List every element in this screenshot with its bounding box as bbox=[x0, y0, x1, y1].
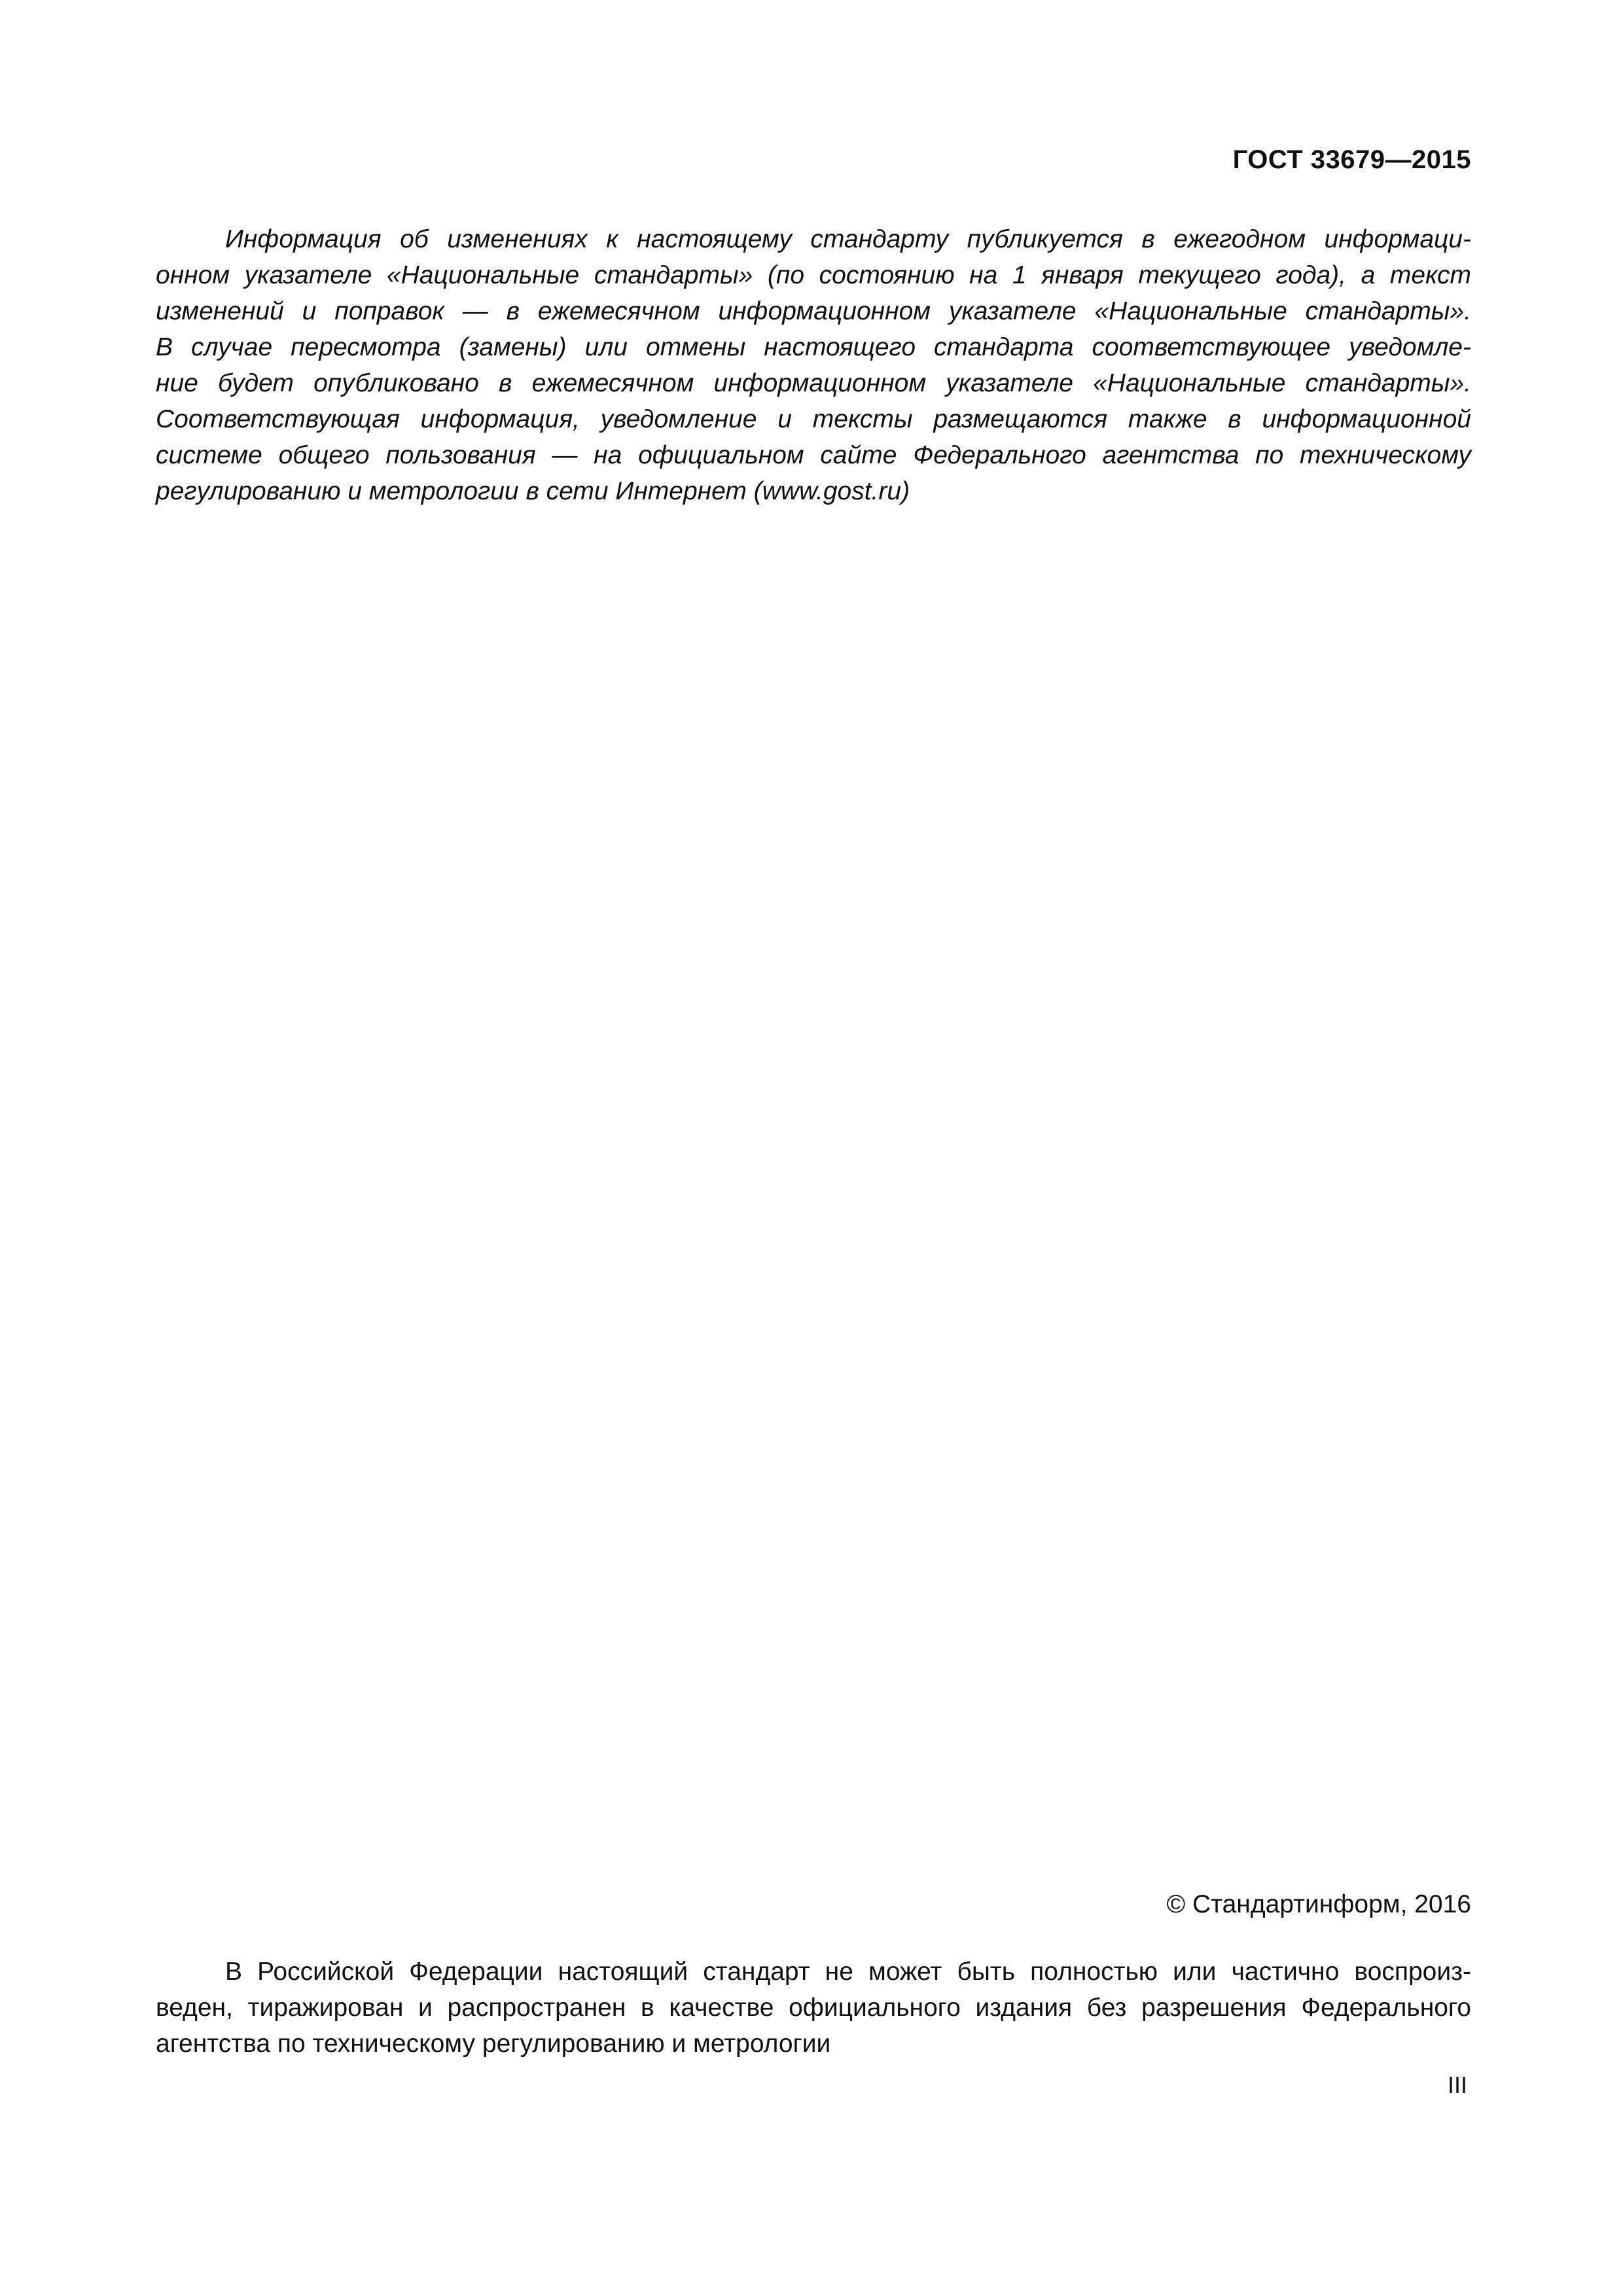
reproduction-notice-paragraph bbox=[156, 1954, 1471, 2062]
info-line: системе общего пользования — на официальном сайте Федерального агентства по техническому bbox=[156, 441, 1471, 469]
info-line: изменений и поправок — в ежемесячном информационном указателе «Национальные стандарты». bbox=[156, 297, 1471, 325]
notice-line: веден, тиражирован и распространен в качестве официального издания без разрешения Федерального bbox=[156, 1994, 1471, 2022]
copyright-notice: © Стандартинформ, 2016 bbox=[1166, 1890, 1471, 1918]
page-number: III bbox=[1447, 2072, 1467, 2098]
notice-line: В Российской Федерации настоящий стандарт не может быть полностью или частично воспроиз- bbox=[225, 1958, 1471, 1986]
info-line: ние будет опубликовано в ежемесячном информационном указателе «Национальные стандарты». bbox=[156, 369, 1471, 397]
info-line: онном указателе «Национальные стандарты» (по состоянию на 1 января текущего года), а текст bbox=[156, 261, 1471, 289]
info-line: Информация об изменениях к настоящему стандарту публикуется в ежегодном информаци- bbox=[225, 225, 1471, 253]
info-line: регулированию и метрологии в сети Интернет (www.gost.ru) bbox=[156, 477, 910, 505]
standard-code-header: ГОСТ 33679—2015 bbox=[1232, 145, 1471, 174]
info-line: Соответствующая информация, уведомление и тексты размещаются также в информационной bbox=[156, 405, 1471, 433]
info-line: В случае пересмотра (замены) или отмены настоящего стандарта соответствующее уведомле- bbox=[156, 333, 1471, 361]
notice-line: агентства по техническому регулированию и метрологии bbox=[156, 2030, 831, 2058]
publication-info-paragraph bbox=[156, 221, 1471, 509]
